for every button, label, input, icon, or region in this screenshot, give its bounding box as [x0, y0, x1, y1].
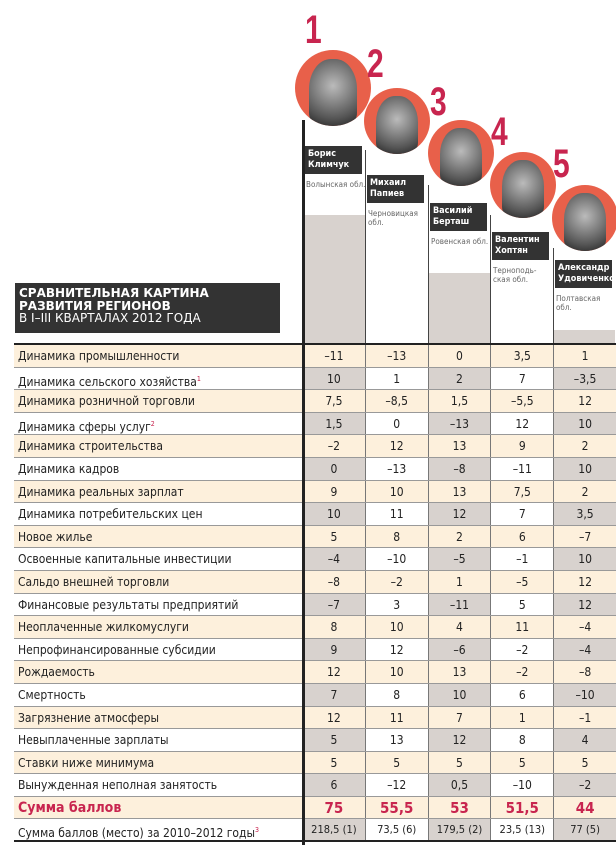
row-label — [14, 661, 302, 683]
score-cell: 13 — [428, 661, 491, 683]
score-cell: 8 — [365, 526, 428, 548]
score-cell: 7,5 — [302, 390, 365, 412]
score-cell: –5 — [428, 548, 491, 570]
score-cell: 12 — [553, 571, 616, 593]
score-cell: 3,5 — [553, 503, 616, 525]
score-cell: –2 — [365, 571, 428, 593]
table-row — [14, 548, 616, 571]
score-cell: –11 — [490, 458, 553, 480]
leader-name2: Удовиченко — [558, 274, 615, 284]
row-label — [14, 594, 302, 616]
score-cell: 12 — [428, 503, 491, 525]
score-cell: –5 — [490, 571, 553, 593]
score-cell: 12 — [365, 435, 428, 457]
score-cell: 5 — [490, 594, 553, 616]
score-cell: –5,5 — [490, 390, 553, 412]
row-label — [14, 752, 302, 774]
rank-number: 2 — [367, 42, 384, 86]
leader-name — [367, 175, 424, 203]
score-cell: 13 — [428, 481, 491, 503]
score-cell: 218,5 (1) — [302, 819, 365, 840]
score-cell: 10 — [553, 413, 616, 435]
score-cell: 53 — [428, 797, 491, 819]
score-cell: 5 — [302, 729, 365, 751]
score-cell: 2 — [428, 526, 491, 548]
divider-line — [302, 120, 305, 845]
score-cell: 10 — [302, 368, 365, 390]
row-label — [14, 435, 302, 457]
row-label-text: Смертность — [18, 687, 86, 702]
historical-total-row — [14, 819, 616, 842]
leader-name2: Климчук — [308, 160, 350, 170]
leader-name1: Валентин — [495, 235, 540, 245]
score-cell: 3,5 — [490, 345, 553, 367]
row-label-text: Динамика розничной торговли — [18, 394, 195, 409]
score-cell: –8 — [553, 661, 616, 683]
row-label — [14, 481, 302, 503]
score-cell: 9 — [302, 639, 365, 661]
leader-name2: Хоптян — [495, 246, 528, 256]
row-label — [14, 390, 302, 412]
row-label — [14, 774, 302, 796]
leader-name2: Берташ — [433, 217, 470, 227]
score-cell: 12 — [302, 707, 365, 729]
score-cell: 5 — [490, 752, 553, 774]
leader-name2: Папиев — [370, 189, 405, 199]
score-cell: 8 — [490, 729, 553, 751]
row-label-text: Сумма баллов — [18, 799, 122, 816]
score-cell: 12 — [553, 594, 616, 616]
row-label — [14, 571, 302, 593]
score-cell: –1 — [553, 707, 616, 729]
score-cell: –13 — [365, 345, 428, 367]
row-label — [14, 616, 302, 638]
row-label-text: Непрофинансированные субсидии — [18, 642, 216, 657]
score-cell: 2 — [553, 435, 616, 457]
leader-name — [305, 146, 362, 174]
score-cell: 8 — [302, 616, 365, 638]
row-label-text: Динамика потребительских цен — [18, 507, 203, 522]
row-label-text: Сумма баллов (место) за 2010–2012 годы — [18, 826, 256, 841]
row-label-text: Динамика реальных зарплат — [18, 484, 184, 499]
score-cell: –4 — [553, 616, 616, 638]
table-row — [14, 594, 616, 617]
score-cell: 1 — [365, 368, 428, 390]
score-cell: 5 — [428, 752, 491, 774]
title-line-2: РАЗВИТИЯ РЕГИОНОВ — [19, 298, 171, 313]
row-label-text: Финансовые результаты предприятий — [18, 597, 239, 612]
table-row — [14, 639, 616, 662]
row-label-text: Вынужденная неполная занятость — [18, 778, 218, 793]
score-cell: 11 — [365, 707, 428, 729]
row-label — [14, 819, 302, 840]
score-cell: 51,5 — [490, 797, 553, 819]
table-row — [14, 684, 616, 707]
score-cell: 8 — [365, 684, 428, 706]
score-cell: 9 — [490, 435, 553, 457]
row-label-text: Динамика кадров — [18, 461, 120, 476]
leader-region: Полтавская обл. — [556, 294, 601, 312]
score-cell: 2 — [553, 481, 616, 503]
table-row — [14, 774, 616, 797]
row-label-text: Новое жилье — [18, 529, 93, 544]
score-cell: –13 — [428, 413, 491, 435]
score-cell: 4 — [428, 616, 491, 638]
score-cell: –4 — [553, 639, 616, 661]
row-label-text: Динамика сферы услуг — [18, 419, 151, 434]
score-cell: 10 — [553, 548, 616, 570]
table-row — [14, 481, 616, 504]
row-label-text: Ставки ниже минимума — [18, 755, 155, 770]
row-label — [14, 503, 302, 525]
score-cell: 7 — [428, 707, 491, 729]
column-shade — [429, 273, 490, 343]
row-label-text: Динамика сельского хозяйства — [18, 374, 197, 389]
score-cell: 5 — [302, 752, 365, 774]
row-label-text: Динамика промышленности — [18, 349, 180, 363]
title-subtitle: В I–III КВАРТАЛАХ 2012 ГОДА — [19, 311, 201, 325]
leader-region: Черновицкая обл. — [368, 209, 418, 227]
table-row — [14, 435, 616, 458]
row-label — [14, 458, 302, 480]
score-cell: 0,5 — [428, 774, 491, 796]
score-cell: –10 — [553, 684, 616, 706]
score-cell: –2 — [302, 435, 365, 457]
score-cell: –8 — [302, 571, 365, 593]
footnote-marker: 2 — [150, 419, 155, 428]
leader-photo — [295, 50, 371, 126]
score-cell: –7 — [553, 526, 616, 548]
table-row — [14, 661, 616, 684]
score-cell: 13 — [428, 435, 491, 457]
leader-name — [430, 203, 487, 231]
score-cell: 7,5 — [490, 481, 553, 503]
column-shade — [304, 215, 365, 343]
score-cell: 10 — [553, 458, 616, 480]
score-cell: 12 — [365, 639, 428, 661]
leader-name1: Василий — [433, 206, 473, 216]
score-cell: 7 — [490, 368, 553, 390]
score-cell: 23,5 (13) — [490, 819, 553, 840]
row-label — [14, 707, 302, 729]
score-cell: –2 — [490, 639, 553, 661]
score-cell: 13 — [365, 729, 428, 751]
rank-number: 3 — [430, 80, 447, 124]
score-cell: 10 — [365, 616, 428, 638]
score-cell: –8 — [428, 458, 491, 480]
score-cell: –4 — [302, 548, 365, 570]
score-cell: 12 — [490, 413, 553, 435]
table-row — [14, 752, 616, 775]
row-label — [14, 684, 302, 706]
score-cell: 12 — [553, 390, 616, 412]
score-cell: –8,5 — [365, 390, 428, 412]
table-row — [14, 390, 616, 413]
row-label — [14, 526, 302, 548]
footnote-marker: 3 — [255, 826, 260, 835]
score-cell: –2 — [553, 774, 616, 796]
score-cell: –11 — [428, 594, 491, 616]
table-row — [14, 345, 616, 368]
score-cell: 1 — [428, 571, 491, 593]
score-cell: 10 — [428, 684, 491, 706]
score-cell: –7 — [302, 594, 365, 616]
score-cell: –6 — [428, 639, 491, 661]
score-cell: –3,5 — [553, 368, 616, 390]
score-cell: 2 — [428, 368, 491, 390]
leader-region: Терноподь-ская обл. — [493, 266, 537, 284]
score-cell: –2 — [490, 661, 553, 683]
score-cell: –11 — [302, 345, 365, 367]
row-label — [14, 639, 302, 661]
leader-region: Ровенская обл. — [431, 237, 489, 246]
table-row — [14, 729, 616, 752]
score-cell: 4 — [553, 729, 616, 751]
table-row — [14, 413, 616, 436]
score-cell: 6 — [490, 526, 553, 548]
score-cell: 11 — [365, 503, 428, 525]
leader-photo — [428, 120, 494, 186]
score-cell: 73,5 (6) — [365, 819, 428, 840]
row-label-text: Динамика строительства — [18, 439, 163, 454]
score-cell: –10 — [365, 548, 428, 570]
rank-number: 1 — [305, 8, 322, 52]
row-label-text: Невыплаченные зарплаты — [18, 733, 169, 748]
score-cell: 1,5 — [428, 390, 491, 412]
score-cell: 5 — [302, 526, 365, 548]
row-label — [14, 548, 302, 570]
row-label-text: Загрязнение атмосферы — [18, 710, 159, 725]
title-line-1: СРАВНИТЕЛЬНАЯ КАРТИНА — [19, 286, 209, 300]
leader-name1: Борис — [308, 149, 337, 159]
score-cell: 44 — [553, 797, 616, 819]
score-cell: 77 (5) — [553, 819, 616, 840]
row-label-text: Неоплаченные жилкомуслуги — [18, 620, 189, 635]
row-label-text: Сальдо внешней торговли — [18, 574, 170, 589]
score-cell: 12 — [428, 729, 491, 751]
score-cell: 3 — [365, 594, 428, 616]
row-label — [14, 368, 302, 390]
table-row — [14, 503, 616, 526]
row-label — [14, 797, 302, 819]
ranking-table — [14, 343, 616, 842]
leader-region: Волынская обл. — [306, 180, 366, 189]
table-row — [14, 707, 616, 730]
leader-name — [492, 232, 549, 260]
leader-photo — [490, 152, 556, 218]
leader-photo — [552, 185, 616, 251]
score-cell: 10 — [302, 503, 365, 525]
leader-photo — [364, 88, 430, 154]
score-cell: 6 — [490, 684, 553, 706]
row-label — [14, 413, 302, 435]
score-cell: 10 — [365, 661, 428, 683]
score-cell: 7 — [302, 684, 365, 706]
rank-number: 5 — [553, 142, 570, 186]
table-row — [14, 526, 616, 549]
table-row — [14, 368, 616, 391]
score-cell: 1,5 — [302, 413, 365, 435]
row-label — [14, 729, 302, 751]
score-cell: –13 — [365, 458, 428, 480]
score-cell: 75 — [302, 797, 365, 819]
table-row — [14, 571, 616, 594]
score-cell: 6 — [302, 774, 365, 796]
score-cell: 0 — [302, 458, 365, 480]
score-cell: –1 — [490, 548, 553, 570]
leader-name1: Михаил — [370, 178, 407, 188]
column-shade — [554, 330, 615, 343]
score-cell: 12 — [302, 661, 365, 683]
score-cell: 0 — [365, 413, 428, 435]
chart-title — [15, 283, 280, 333]
score-cell: 1 — [553, 345, 616, 367]
row-label — [14, 345, 302, 367]
score-cell: 5 — [553, 752, 616, 774]
leader-name1: Александр — [558, 263, 610, 273]
score-cell: 10 — [365, 481, 428, 503]
table-row — [14, 458, 616, 481]
score-cell: 55,5 — [365, 797, 428, 819]
score-cell: 7 — [490, 503, 553, 525]
score-cell: 5 — [365, 752, 428, 774]
score-cell: –10 — [490, 774, 553, 796]
table-row — [14, 616, 616, 639]
rank-number: 4 — [491, 110, 508, 154]
row-label-text: Освоенные капитальные инвестиции — [18, 552, 232, 567]
leader-name — [555, 260, 615, 288]
row-label-text: Рождаемость — [18, 665, 95, 680]
score-cell: 1 — [490, 707, 553, 729]
score-cell: 11 — [490, 616, 553, 638]
score-cell: –12 — [365, 774, 428, 796]
score-cell: 0 — [428, 345, 491, 367]
total-row — [14, 797, 616, 820]
score-cell: 179,5 (2) — [428, 819, 491, 840]
footnote-marker: 1 — [196, 374, 201, 383]
score-cell: 9 — [302, 481, 365, 503]
